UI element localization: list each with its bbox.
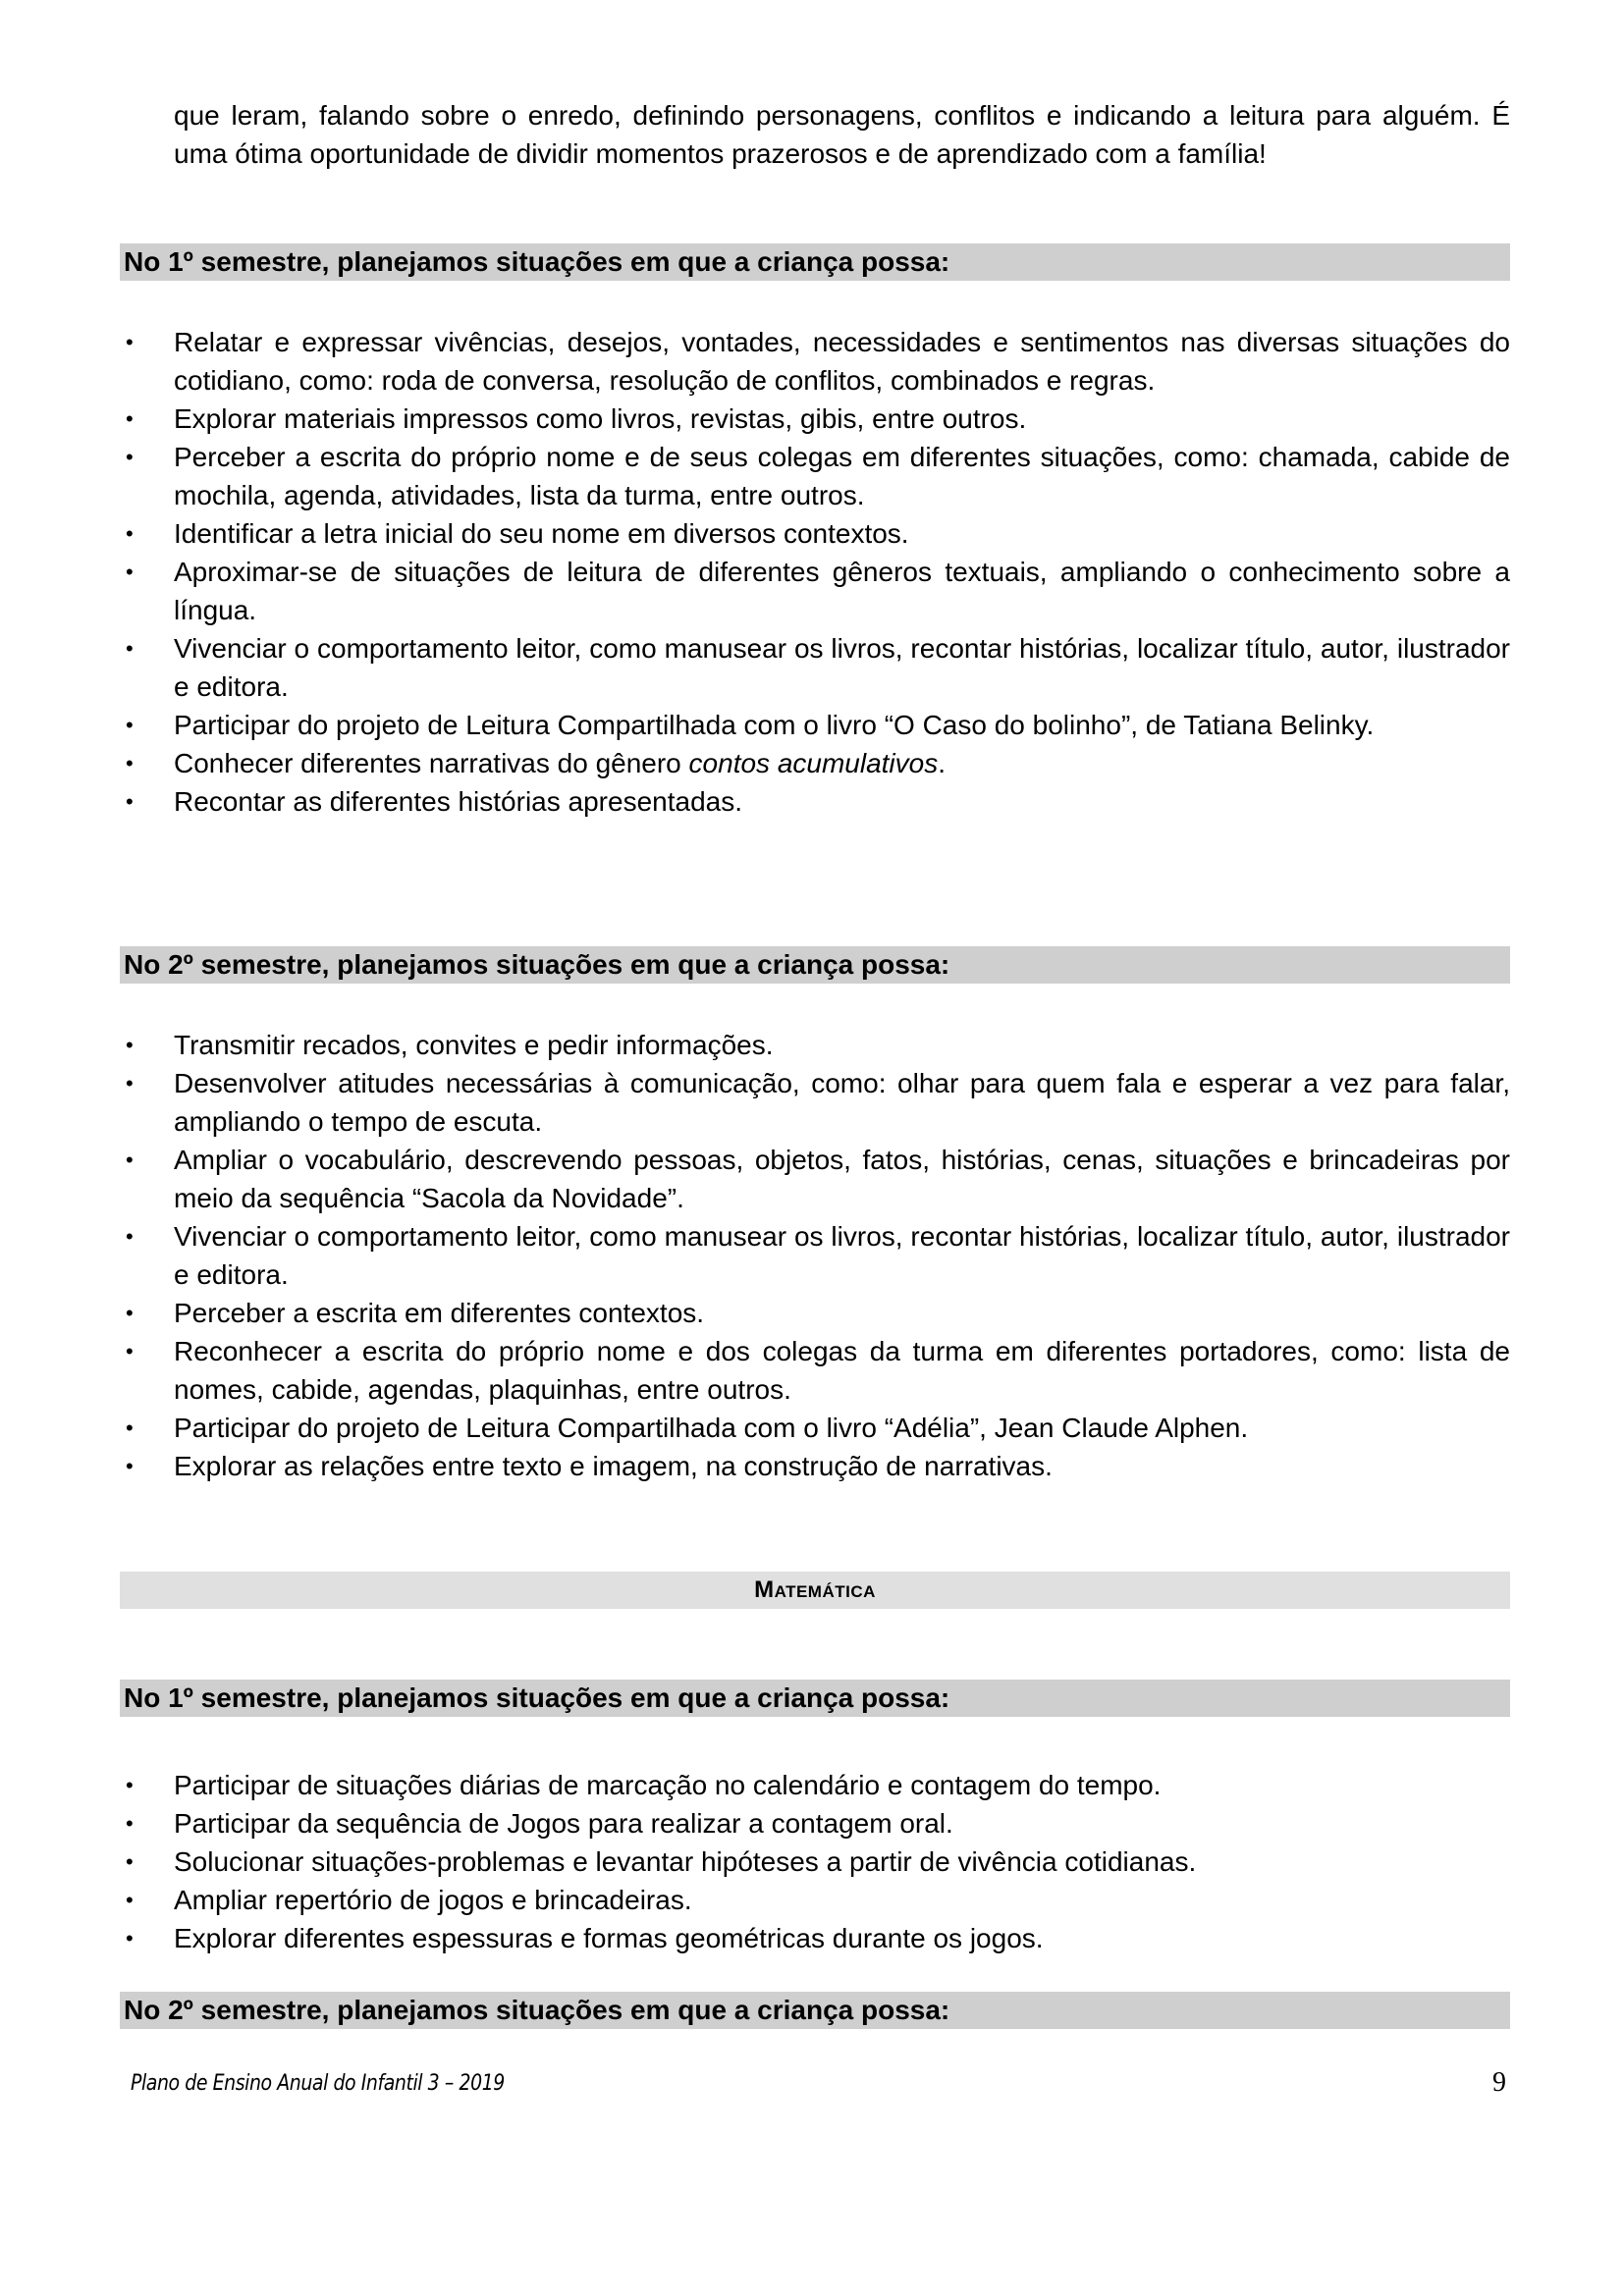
matematica-semestre-1-list — [120, 1766, 1510, 1957]
bullet-icon: • — [126, 1454, 134, 1478]
list-item: • Vivenciar o comportamento leitor, como manusear os livros, recontar histórias, localizar título, autor, ilustrador e editora. — [120, 1217, 1510, 1294]
bullet-icon: • — [126, 713, 134, 737]
bullet-icon: • — [126, 1301, 134, 1325]
bullet-icon: • — [126, 445, 134, 469]
list-item: • Participar do projeto de Leitura Compartilhada com o livro “O Caso do bolinho”, de Tatiana Belinky. — [120, 706, 1510, 744]
bullet-icon: • — [126, 1811, 134, 1836]
list-item: • Perceber a escrita em diferentes contextos. — [120, 1294, 1510, 1332]
list-item: • Aproximar-se de situações de leitura de diferentes gêneros textuais, ampliando o conhecimento sobre a língua. — [120, 553, 1510, 629]
linguagem-semestre-1-list — [120, 323, 1510, 821]
list-item: • Participar do projeto de Leitura Compartilhada com o livro “Adélia”, Jean Claude Alphen. — [120, 1409, 1510, 1447]
list-item: • Identificar a letra inicial do seu nome em diversos contextos. — [120, 514, 1510, 553]
section-heading-matematica-semestre-2: No 2º semestre, planejamos situações em que a criança possa: — [120, 1992, 1510, 2029]
bullet-icon: • — [126, 1415, 134, 1440]
list-item: • Desenvolver atitudes necessárias à comunicação, como: olhar para quem fala e esperar a vez para falar, ampliando o tempo de escuta. — [120, 1064, 1510, 1141]
bullet-icon: • — [126, 1224, 134, 1249]
linguagem-semestre-2-list — [120, 1026, 1510, 1485]
list-item: • Conhecer diferentes narrativas do gênero contos acumulativos. — [120, 744, 1510, 782]
list-item: • Explorar as relações entre texto e imagem, na construção de narrativas. — [120, 1447, 1510, 1485]
bullet-icon: • — [126, 1849, 134, 1874]
list-item: • Participar de situações diárias de marcação no calendário e contagem do tempo. — [120, 1766, 1510, 1804]
list-item: • Participar da sequência de Jogos para realizar a contagem oral. — [120, 1804, 1510, 1842]
list-item: • Recontar as diferentes histórias apresentadas. — [120, 782, 1510, 821]
section-title-matematica: Matemática — [120, 1572, 1510, 1609]
italic-genre: contos acumulativos — [688, 748, 939, 778]
bullet-icon: • — [126, 560, 134, 584]
bullet-icon: • — [126, 521, 134, 546]
list-item: • Transmitir recados, convites e pedir informações. — [120, 1026, 1510, 1064]
bullet-icon: • — [126, 789, 134, 814]
bullet-icon: • — [126, 1773, 134, 1797]
bullet-icon: • — [126, 406, 134, 431]
bullet-icon: • — [126, 1148, 134, 1172]
bullet-icon: • — [126, 1033, 134, 1057]
list-item: • Solucionar situações-problemas e levantar hipóteses a partir de vivência cotidianas. — [120, 1842, 1510, 1881]
section-heading-linguagem-semestre-2: No 2º semestre, planejamos situações em que a criança possa: — [120, 946, 1510, 984]
list-item: • Explorar diferentes espessuras e formas geométricas durante os jogos. — [120, 1919, 1510, 1957]
section-heading-matematica-semestre-1: No 1º semestre, planejamos situações em que a criança possa: — [120, 1680, 1510, 1717]
section-heading-linguagem-semestre-1: No 1º semestre, planejamos situações em que a criança possa: — [120, 243, 1510, 281]
page-number: 9 — [1492, 2067, 1506, 2098]
bullet-icon: • — [126, 1888, 134, 1912]
footer-title: Plano de Ensino Anual do Infantil 3 – 2019 — [131, 2071, 505, 2096]
list-item: • Explorar materiais impressos como livros, revistas, gibis, entre outros. — [120, 400, 1510, 438]
list-item: • Relatar e expressar vivências, desejos, vontades, necessidades e sentimentos nas diversas situações do cotidiano, como: roda de conversa, resolução de conflitos, combinados e regras. — [120, 323, 1510, 400]
bullet-icon: • — [126, 751, 134, 775]
list-item: • Ampliar o vocabulário, descrevendo pessoas, objetos, fatos, histórias, cenas, situações e brincadeiras por meio da sequência “Sacola da Novidade”. — [120, 1141, 1510, 1217]
bullet-icon: • — [126, 636, 134, 661]
bullet-icon: • — [126, 1339, 134, 1363]
list-item: • Perceber a escrita do próprio nome e de seus colegas em diferentes situações, como: chamada, cabide de mochila, agenda, atividades, lista da turma, entre outros. — [120, 438, 1510, 514]
bullet-icon: • — [126, 1926, 134, 1950]
list-item: • Ampliar repertório de jogos e brincadeiras. — [120, 1881, 1510, 1919]
intro-paragraph: que leram, falando sobre o enredo, definindo personagens, conflitos e indicando a leitura para alguém. É uma ótima oportunidade de dividir momentos prazerosos e de aprendizado com a família! — [174, 100, 1510, 169]
bullet-icon: • — [126, 330, 134, 354]
list-item: • Reconhecer a escrita do próprio nome e dos colegas da turma em diferentes portadores, como: lista de nomes, cabide, agendas, plaquinhas, entre outros. — [120, 1332, 1510, 1409]
list-item: • Vivenciar o comportamento leitor, como manusear os livros, recontar histórias, localizar título, autor, ilustrador e editora. — [120, 629, 1510, 706]
bullet-icon: • — [126, 1071, 134, 1095]
